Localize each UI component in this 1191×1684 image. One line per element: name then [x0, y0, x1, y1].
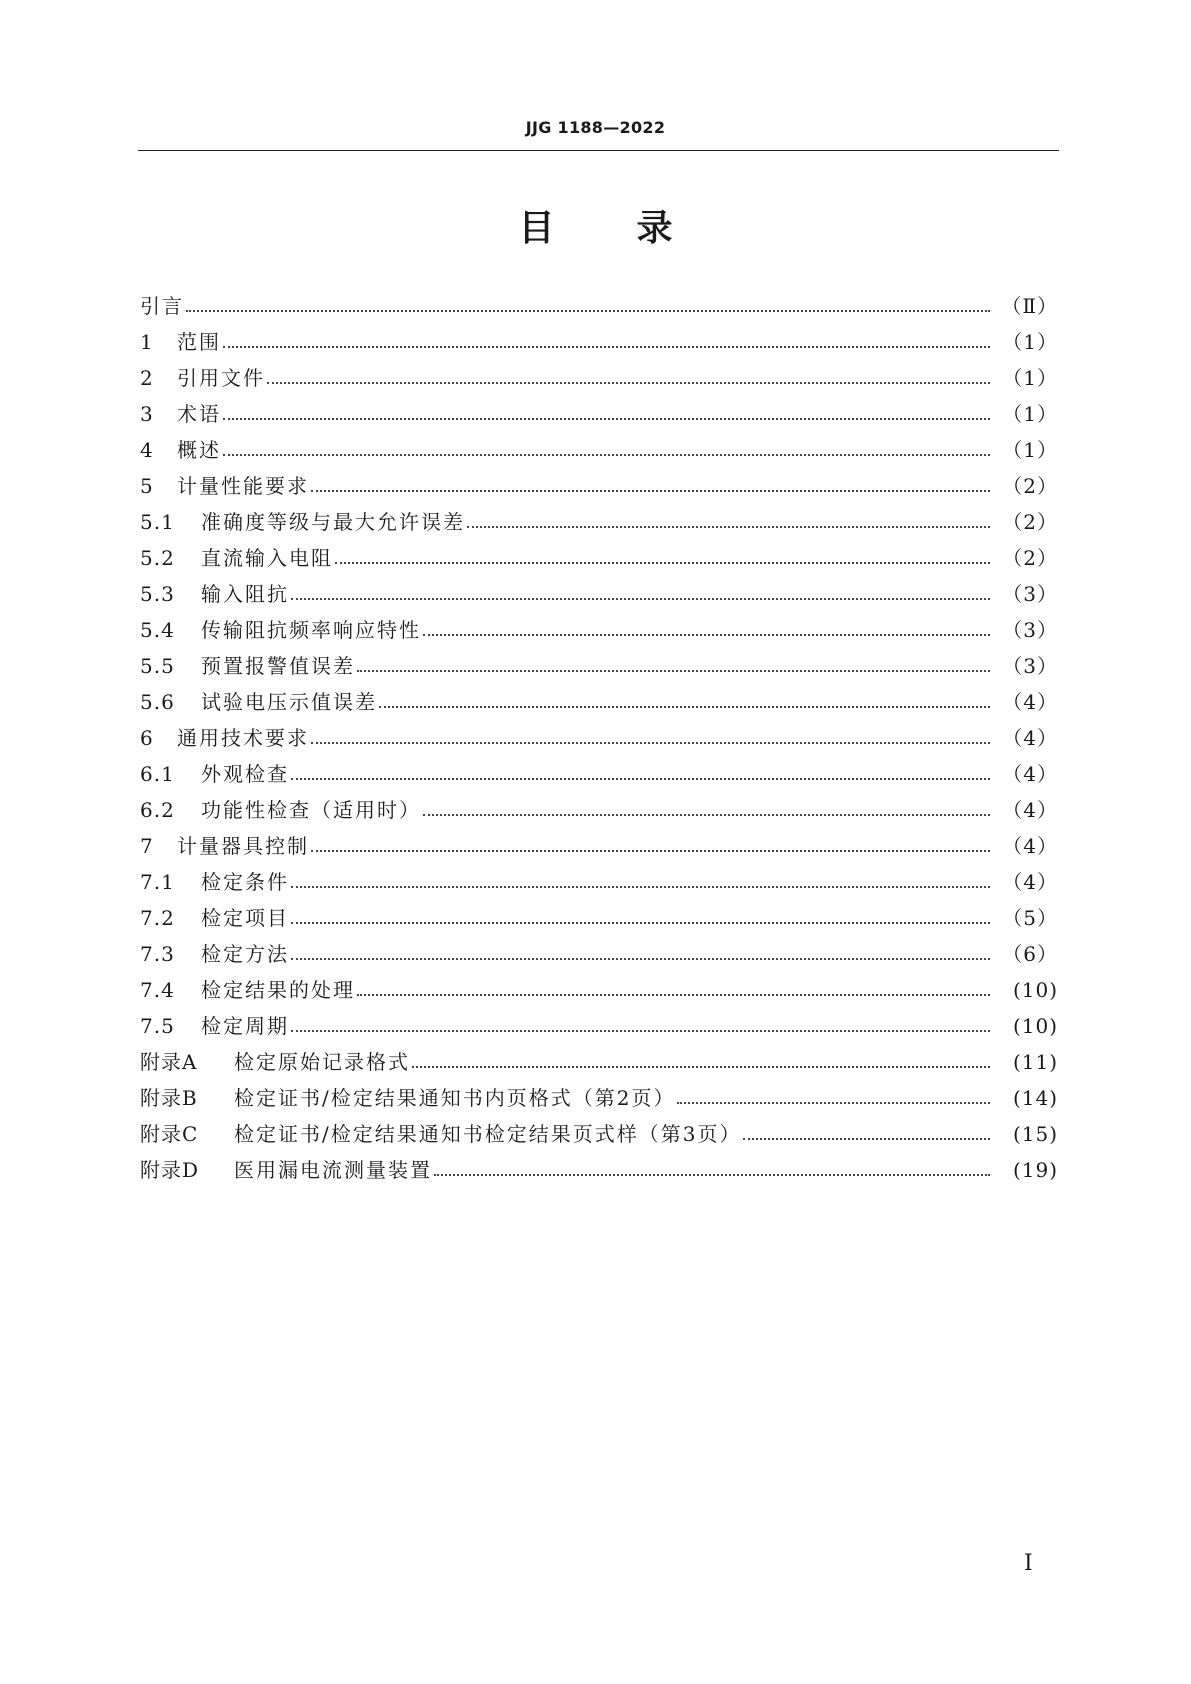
leader-dots: [357, 994, 990, 996]
toc-entry-number: 6: [140, 726, 154, 750]
toc-entry-label: 引用文件: [177, 366, 265, 390]
toc-entry-number: 7.1: [140, 870, 175, 894]
toc-entry-label: 直流输入电阻: [201, 546, 333, 570]
toc-entry-number: 7.3: [140, 942, 175, 966]
toc-entry[interactable]: [140, 612, 1058, 648]
leader-dots: [291, 922, 990, 924]
leader-dots: [291, 598, 990, 600]
leader-dots: [291, 958, 990, 960]
toc-entry-number: 7.4: [140, 978, 175, 1002]
toc-entry-page: （4）: [1002, 870, 1058, 894]
leader-dots: [423, 634, 990, 636]
toc-entry-page: （2）: [1002, 474, 1058, 498]
toc-entry-label: 检定周期: [201, 1014, 289, 1038]
title-char-1: 目: [518, 208, 555, 249]
title-char-2: 录: [636, 208, 673, 249]
leader-dots: [743, 1138, 990, 1140]
toc-entry[interactable]: [140, 828, 1058, 864]
toc-entry-page: （6）: [1002, 942, 1058, 966]
toc-entry[interactable]: [140, 396, 1058, 432]
toc-entry[interactable]: [140, 1008, 1058, 1044]
leader-dots: [412, 1066, 990, 1068]
toc-entry-label: 准确度等级与最大允许误差: [201, 510, 465, 534]
toc-entry-page: （4）: [1002, 690, 1058, 714]
toc-entry-page: (19): [1012, 1158, 1058, 1182]
toc-entry-label: 检定条件: [201, 870, 289, 894]
toc-entry-label: 预置报警值误差: [201, 654, 355, 678]
toc-entry-page: （4）: [1002, 798, 1058, 822]
leader-dots: [379, 706, 990, 708]
toc-entry-number: 5.5: [140, 654, 175, 678]
leader-dots: [357, 670, 990, 672]
toc-entry-page: （2）: [1002, 510, 1058, 534]
toc-entry-label: 范围: [177, 330, 221, 354]
leader-dots: [311, 490, 990, 492]
toc-entry-label: 检定证书/检定结果通知书内页格式（第2页）: [234, 1086, 676, 1110]
table-of-contents: [140, 288, 1058, 1188]
leader-dots: [267, 382, 990, 384]
toc-entry-number: 6.2: [140, 798, 175, 822]
leader-dots: [311, 850, 990, 852]
header-rule: [138, 150, 1059, 151]
toc-entry-page: (14): [1012, 1086, 1058, 1110]
toc-entry-number: 附录C: [140, 1122, 199, 1146]
toc-entry-number: 2: [140, 366, 154, 390]
toc-entry-number: 5.4: [140, 618, 175, 642]
toc-entry-label: 引言: [140, 294, 184, 318]
document-code-header: JJG 1188—2022: [525, 118, 666, 137]
toc-entry-number: 7.2: [140, 906, 175, 930]
toc-entry[interactable]: [140, 468, 1058, 504]
toc-entry-page: （1）: [1002, 402, 1058, 426]
leader-dots: [677, 1102, 990, 1104]
toc-entry-label: 传输阻抗频率响应特性: [201, 618, 421, 642]
toc-entry-label: 计量性能要求: [177, 474, 309, 498]
toc-entry-number: 4: [140, 438, 154, 462]
toc-entry[interactable]: [140, 936, 1058, 972]
toc-entry-label: 通用技术要求: [177, 726, 309, 750]
toc-entry-page: （1）: [1002, 330, 1058, 354]
toc-entry-label: 试验电压示值误差: [201, 690, 377, 714]
toc-entry-page: (10): [1012, 1014, 1058, 1038]
toc-entry-page: （Ⅱ）: [1001, 294, 1058, 318]
toc-entry[interactable]: [140, 864, 1058, 900]
toc-entry-page: （4）: [1002, 726, 1058, 750]
toc-entry-page: （3）: [1002, 654, 1058, 678]
toc-entry-number: 5.1: [140, 510, 175, 534]
leader-dots: [223, 418, 990, 420]
toc-entry-page: （1）: [1002, 366, 1058, 390]
toc-entry-number: 3: [140, 402, 154, 426]
toc-entry-number: 附录D: [140, 1158, 200, 1182]
leader-dots: [223, 346, 990, 348]
toc-entry-number: 5.6: [140, 690, 175, 714]
toc-entry[interactable]: [140, 324, 1058, 360]
toc-entry[interactable]: [140, 684, 1058, 720]
toc-entry-page: （5）: [1002, 906, 1058, 930]
toc-entry-label: 检定原始记录格式: [234, 1050, 410, 1074]
toc-entry-number: 5.2: [140, 546, 175, 570]
toc-entry-page: （1）: [1002, 438, 1058, 462]
leader-dots: [423, 814, 990, 816]
page-number: Ⅰ: [1024, 1551, 1033, 1576]
toc-entry[interactable]: [140, 972, 1058, 1008]
toc-entry-label: 计量器具控制: [177, 834, 309, 858]
toc-entry[interactable]: [140, 576, 1058, 612]
leader-dots: [311, 742, 990, 744]
toc-entry[interactable]: [140, 648, 1058, 684]
leader-dots: [434, 1174, 990, 1176]
toc-entry-label: 功能性检查（适用时）: [201, 798, 421, 822]
leader-dots: [186, 310, 990, 312]
toc-entry-page: （4）: [1002, 834, 1058, 858]
toc-entry-label: 检定结果的处理: [201, 978, 355, 1002]
toc-entry[interactable]: [140, 540, 1058, 576]
toc-entry[interactable]: [140, 756, 1058, 792]
toc-entry-label: 概述: [177, 438, 221, 462]
page-title: [0, 200, 1191, 251]
toc-entry-page: （3）: [1002, 618, 1058, 642]
toc-entry-appendix[interactable]: [140, 1152, 1058, 1188]
toc-entry-page: （4）: [1002, 762, 1058, 786]
toc-entry-number: 附录A: [140, 1050, 198, 1074]
toc-entry-number: 5.3: [140, 582, 175, 606]
toc-entry-number: 7.5: [140, 1014, 175, 1038]
toc-entry-number: 5: [140, 474, 154, 498]
toc-entry-label: 术语: [177, 402, 221, 426]
toc-entry-label: 医用漏电流测量装置: [234, 1158, 432, 1182]
toc-entry-page: （3）: [1002, 582, 1058, 606]
toc-entry[interactable]: [140, 504, 1058, 540]
leader-dots: [291, 778, 990, 780]
toc-entry-number: 1: [140, 330, 154, 354]
toc-entry-page: (15): [1012, 1122, 1058, 1146]
toc-entry-label: 检定证书/检定结果通知书检定结果页式样（第3页）: [234, 1122, 742, 1146]
toc-entry-number: 7: [140, 834, 154, 858]
toc-entry-appendix[interactable]: [140, 1044, 1058, 1080]
toc-entry-page: (11): [1012, 1050, 1058, 1074]
leader-dots: [291, 1030, 990, 1032]
toc-entry[interactable]: [140, 720, 1058, 756]
toc-entry-appendix[interactable]: [140, 1116, 1058, 1152]
toc-entry-number: 附录B: [140, 1086, 198, 1110]
toc-entry[interactable]: [140, 360, 1058, 396]
toc-entry[interactable]: [140, 432, 1058, 468]
toc-entry-page: （2）: [1002, 546, 1058, 570]
toc-entry-label: 检定方法: [201, 942, 289, 966]
leader-dots: [291, 886, 990, 888]
toc-entry-label: 检定项目: [201, 906, 289, 930]
leader-dots: [335, 562, 990, 564]
toc-entry-foreword[interactable]: [140, 288, 1058, 324]
leader-dots: [467, 526, 990, 528]
toc-entry-label: 外观检查: [201, 762, 289, 786]
toc-entry[interactable]: [140, 792, 1058, 828]
toc-entry[interactable]: [140, 900, 1058, 936]
toc-entry-label: 输入阻抗: [201, 582, 289, 606]
leader-dots: [223, 454, 990, 456]
toc-entry-appendix[interactable]: [140, 1080, 1058, 1116]
toc-entry-number: 6.1: [140, 762, 175, 786]
toc-entry-page: (10): [1012, 978, 1058, 1002]
